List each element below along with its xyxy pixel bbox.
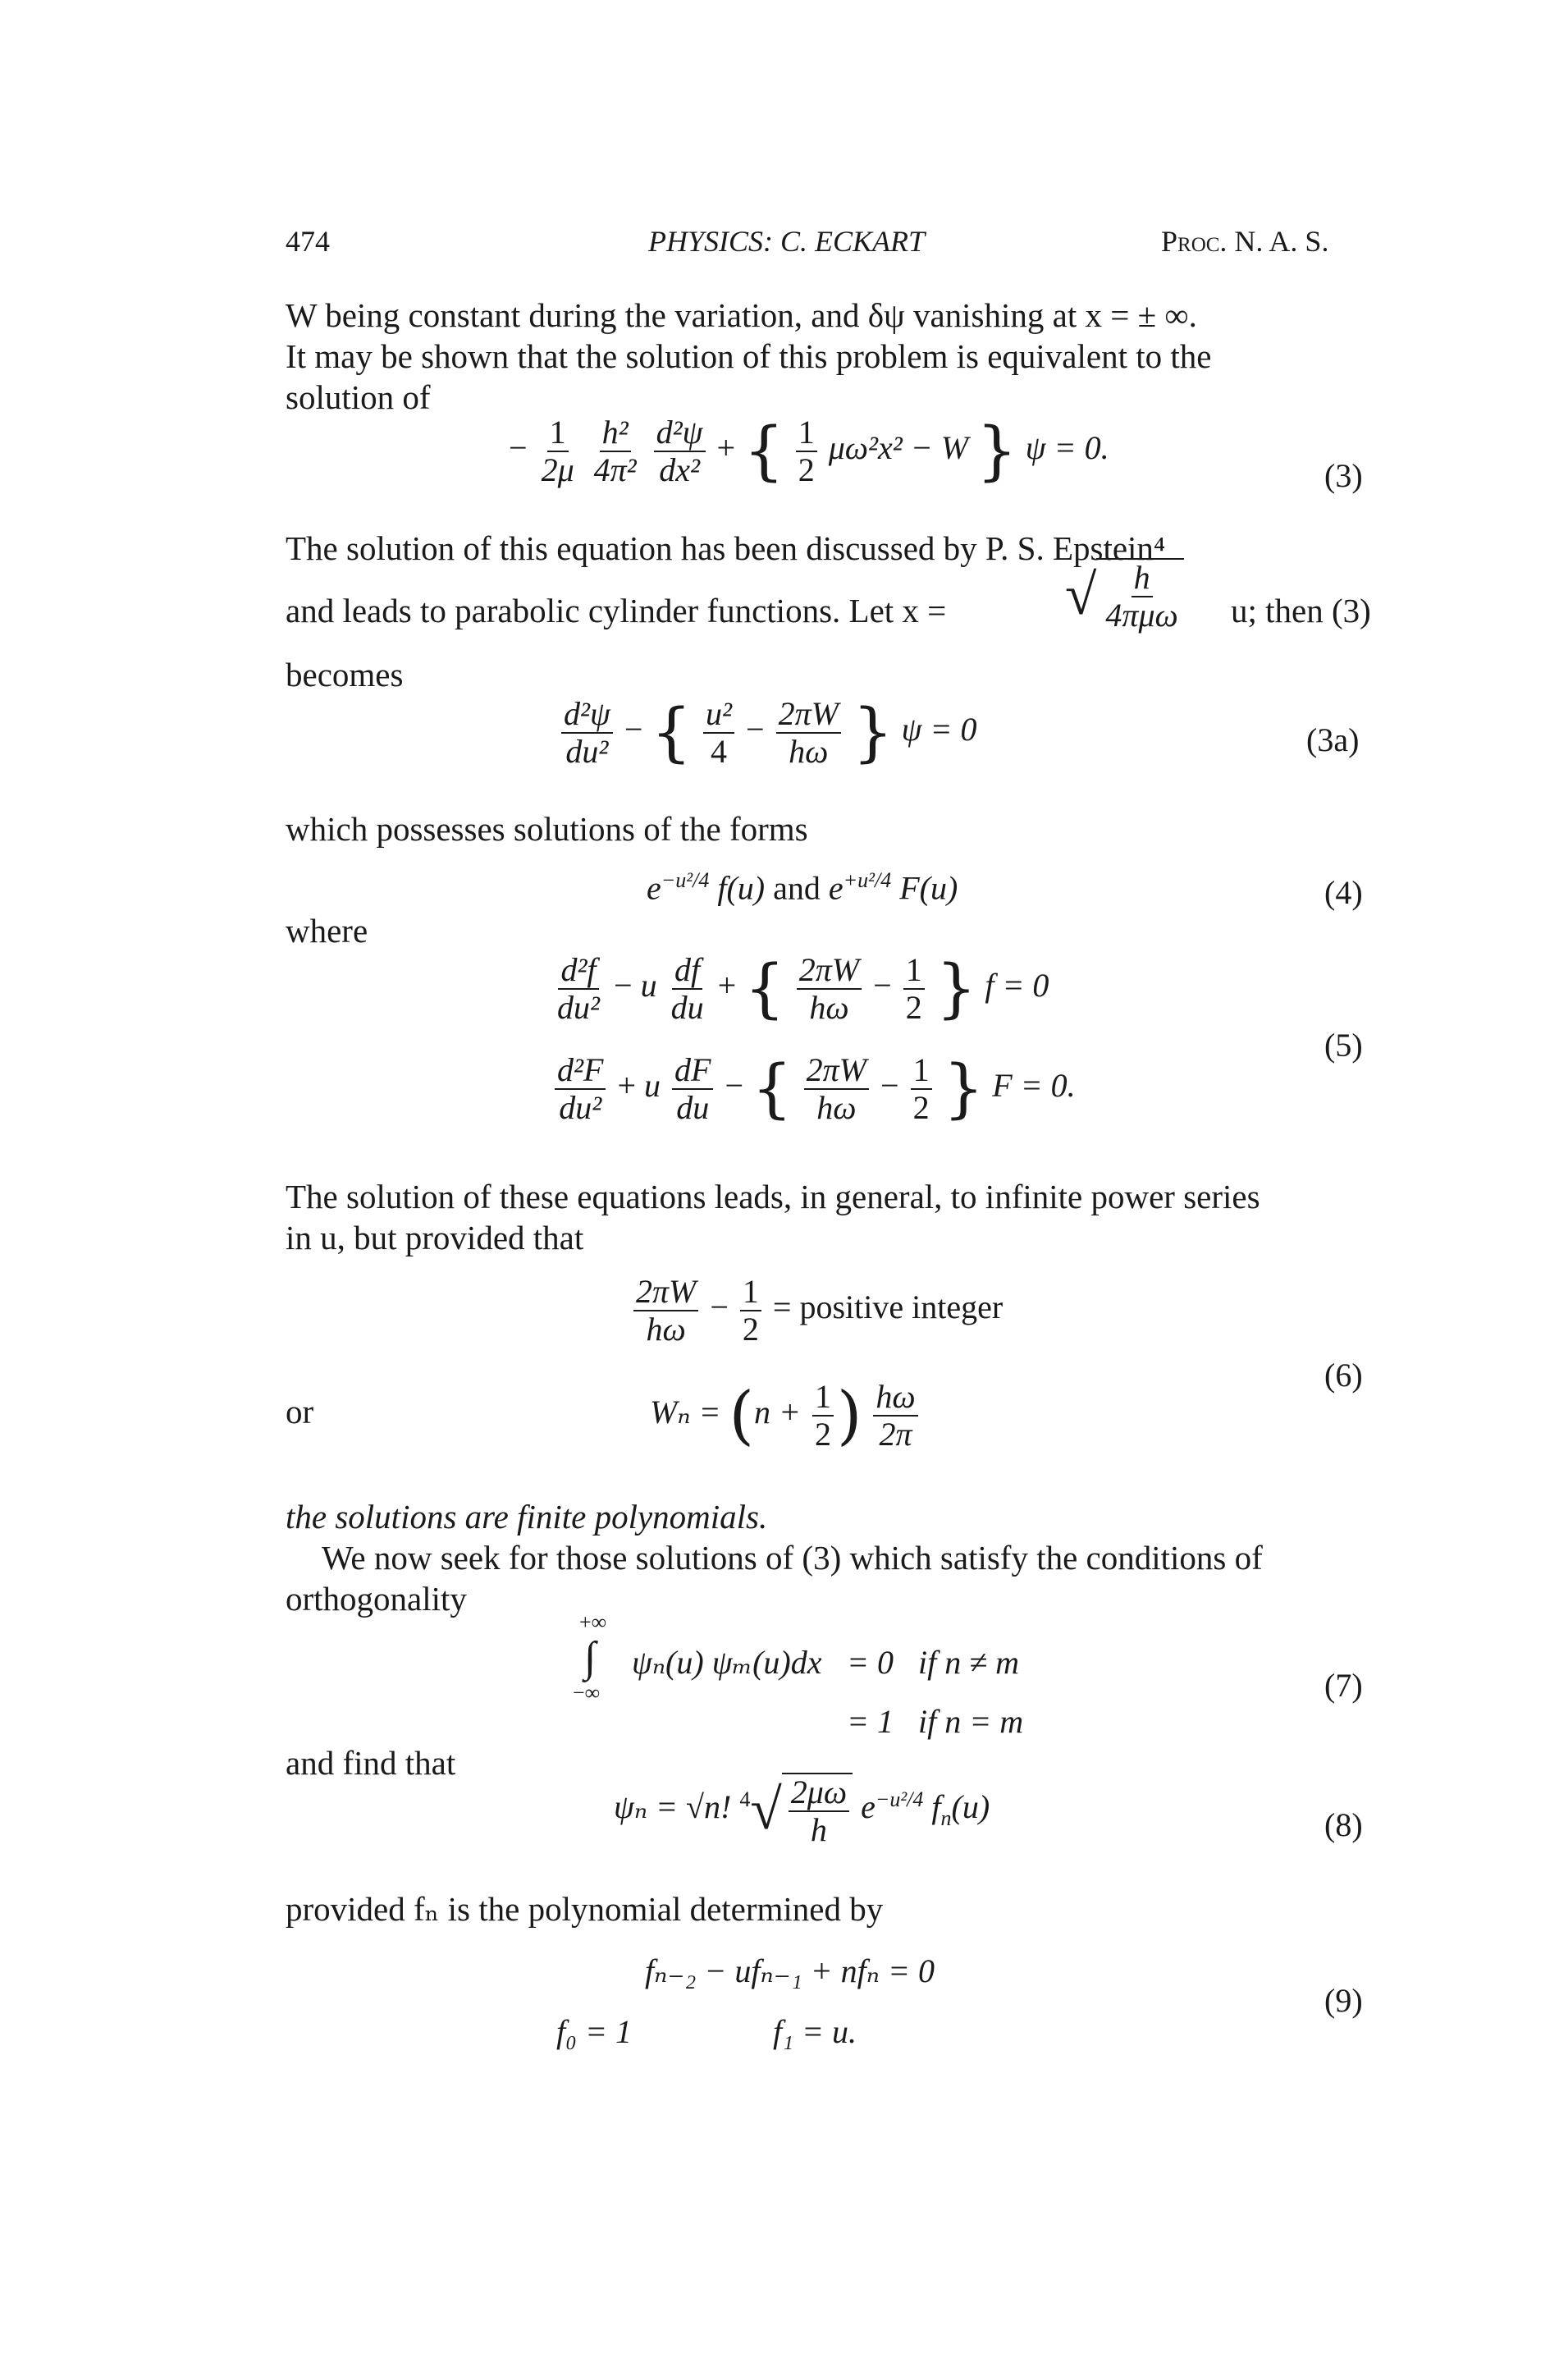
eq7-line2-rhs: = 1 if n = m	[847, 1703, 1024, 1740]
eq3-frac1-den: 2μ	[541, 451, 574, 488]
eq3-frac3-num: d²ψ	[654, 414, 706, 452]
equation-number: (3a)	[1306, 721, 1360, 758]
equation-3: − $\frac{1}{2\mu}$ $\frac{\text{h²}}{\text{4π²}}$ $\frac{\text{d²ψ}}{\text{dx²}}$ + { $\frac{1}{2}$ μω²x² − W } ψ = 0.	[509, 414, 1109, 488]
paragraph-line: The solution of this equation has been discussed by P. S. Epstein⁴	[286, 529, 1166, 567]
eq6-2piW: 2πW	[633, 1274, 698, 1311]
eq5-2piW: 2πW	[804, 1052, 869, 1090]
journal-abbrev: Proc. N. A. S.	[1161, 225, 1329, 258]
eq5-2piW: 2πW	[797, 952, 862, 990]
eq6-one: 1	[740, 1274, 761, 1311]
eq8-lhs: ψₙ =	[614, 1788, 679, 1826]
eq5-df: df	[672, 952, 702, 990]
eq8-root-n: √n!	[686, 1788, 732, 1826]
paragraph-line: orthogonality	[286, 1580, 467, 1618]
paragraph-line: which possesses solutions of the forms	[286, 810, 808, 848]
eq3a-frac3-num: 2πW	[776, 696, 841, 734]
eq5-du2: du²	[559, 1089, 602, 1126]
eq9-f1: f₁ = u.	[773, 2013, 857, 2050]
paragraph-line: u; then (3)	[1231, 592, 1371, 629]
paragraph-line: The solution of these equations leads, in general, to infinite power series	[286, 1178, 1260, 1215]
eq5-dF: dF	[672, 1052, 713, 1090]
eq5-line2-tail: F = 0.	[992, 1067, 1076, 1105]
eq5-line1-tail: f = 0	[985, 967, 1049, 1005]
eq8-frac-num: 2μω	[789, 1774, 849, 1812]
eq3-frac4-num: 1	[796, 414, 817, 452]
equation-number: (5)	[1324, 1027, 1363, 1064]
paragraph-line: provided fₙ is the polynomial determined by	[286, 1890, 884, 1928]
equation-4: $e^{-u^2/4}$ f(u) and $e^{+u^2/4}$ F(u)	[647, 868, 958, 907]
eq6-homega-b: hω	[873, 1379, 917, 1417]
equation-6-line-1: $\frac{2\pi W}{h\omega}$ − $\frac{1}{2}$ = positive integer	[630, 1274, 1003, 1348]
eq5-d2f: d²f	[558, 952, 598, 990]
eq3a-frac1-num: d²ψ	[561, 696, 613, 734]
eq3-inner: μω²x² − W	[828, 429, 969, 467]
paragraph-line: and leads to parabolic cylinder functions. Let x =	[286, 592, 947, 629]
eq3-frac2-num: h²	[600, 414, 631, 452]
paragraph-line: solution of	[286, 378, 431, 416]
eq7-upper-limit: +∞	[579, 1610, 607, 1634]
eq6-one-b: 1	[812, 1379, 834, 1417]
paragraph-line: It may be shown that the solution of this problem is equivalent to the	[286, 337, 1212, 375]
sqrt-frac-num: h	[1132, 560, 1153, 597]
equation-number: (4)	[1324, 874, 1363, 911]
equation-number: (8)	[1324, 1806, 1363, 1843]
eq5-two: 2	[905, 989, 922, 1026]
eq7-integrand: ψₙ(u) ψₘ(u)dx	[632, 1644, 822, 1681]
eq5-one: 1	[911, 1052, 932, 1090]
eq3a-frac2-num: u²	[703, 696, 734, 734]
equation-5-line-1: $\frac{\text{d²f}}{\text{du²}}$ − u $\frac{df}{du}$ + { $\frac{2\pi W}{h\omega}$ − $\frac{1}{2}$ } f = 0	[551, 952, 1049, 1026]
paragraph-line: where	[286, 912, 368, 950]
equation-number: (7)	[1324, 1667, 1363, 1704]
eq3-frac2-den: 4π²	[593, 451, 637, 488]
equation-6-line-2: Wₙ = (n + $\frac{1}{2}$ ) $\frac{h\omega}{2\pi}$	[650, 1379, 921, 1453]
eq9-f0: f₀ = 1	[556, 2013, 633, 2050]
eq5-d2F: d²F	[555, 1052, 606, 1090]
equation-number: (3)	[1324, 457, 1363, 494]
equation-5-line-2: $\frac{\text{d²F}}{\text{du²}}$ + u $\frac{dF}{du}$ − { $\frac{2\pi W}{h\omega}$ − $\frac{1}{2}$ } F = 0.	[551, 1052, 1076, 1126]
eq6-line1-tail: = positive integer	[772, 1288, 1004, 1326]
eq5-homega: hω	[816, 1089, 857, 1126]
eq7-lower-limit: −∞	[573, 1681, 601, 1705]
eq6-two: 2	[742, 1311, 759, 1348]
eq8-root-index: 4	[739, 1787, 751, 1811]
equation-3a: $\frac{\text{d²ψ}}{\text{du²}}$ − { $\frac{\text{u²}}{4}$ − $\frac{2\pi W}{h\omega}$ } ψ = 0	[558, 696, 976, 770]
eq7-line1-rhs: = 0 if n ≠ m	[847, 1644, 1020, 1681]
paragraph-line: the solutions are finite polynomials.	[286, 1498, 768, 1536]
page-number: 474	[286, 225, 330, 258]
eq6-Wn: Wₙ =	[650, 1394, 721, 1431]
eq3-frac3-den: dx²	[659, 451, 700, 488]
eq6-two-b: 2	[814, 1416, 831, 1453]
eq5-two: 2	[912, 1089, 930, 1126]
paragraph-line: and find that	[286, 1744, 456, 1782]
running-title: PHYSICS: C. ECKART	[648, 225, 926, 258]
equation-number: (9)	[1324, 1982, 1363, 2019]
eq5-one: 1	[903, 952, 925, 990]
eq5-du2: du²	[557, 989, 600, 1026]
eq6-paren: n +	[753, 1394, 801, 1431]
sqrt-frac-den: 4πμω	[1105, 597, 1178, 634]
paragraph-line: We now seek for those solutions of (3) which satisfy the conditions of	[322, 1539, 1263, 1577]
eq3a-frac2-den: 4	[711, 733, 728, 770]
eq6-2pi: 2π	[879, 1416, 912, 1453]
sqrt-expression: √ $\frac{h}{\text{4πμω}}$	[1065, 558, 1184, 634]
eq3a-frac1-den: du²	[565, 733, 609, 770]
eq3a-frac3-den: hω	[789, 733, 829, 770]
paragraph-line: W being constant during the variation, and δψ vanishing at x = ± ∞.	[286, 296, 1197, 334]
eq5-du: du	[676, 1089, 710, 1126]
paragraph-line: or	[286, 1393, 314, 1430]
eq8-frac-den: h	[810, 1811, 827, 1848]
equation-number: (6)	[1324, 1357, 1363, 1394]
eq5-homega: hω	[809, 989, 849, 1026]
paragraph-line: becomes	[286, 656, 404, 693]
eq3-frac4-den: 2	[798, 451, 815, 488]
eq5-du: du	[670, 989, 704, 1026]
eq6-homega: hω	[646, 1311, 686, 1348]
equation-8: ψₙ = √n! $^4$√ $\frac{2\mu\omega}{h}$ $e^{-u^2/4}$ $f_n(u)$	[614, 1774, 990, 1848]
eq9-line-1: fₙ₋₂ − ufₙ₋₁ + nfₙ = 0	[645, 1952, 935, 1989]
eq3-frac1-num: 1	[547, 414, 569, 452]
eq7-integral-sign: ∫	[584, 1634, 597, 1681]
eq3-tail: ψ = 0.	[1025, 429, 1109, 467]
eq3a-tail: ψ = 0	[901, 711, 977, 748]
paragraph-line: in u, but provided that	[286, 1219, 584, 1256]
